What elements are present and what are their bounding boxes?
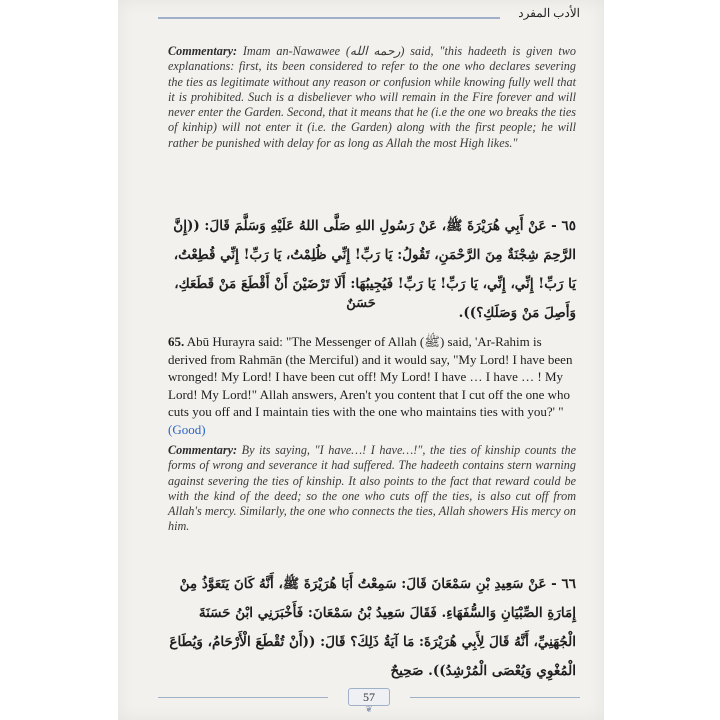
- commentary-quote: "I have…! I have…!": [314, 443, 423, 457]
- hadith-grade: (Good): [168, 421, 206, 437]
- commentary-nawawi: [168, 44, 576, 151]
- hadith-number: 65.: [168, 334, 185, 349]
- commentary-hadith-65: [168, 443, 576, 535]
- ornament-icon: ❦: [365, 704, 373, 714]
- hadith-65-arabic: ٦٥ - عَنْ أَبِي هُرَيْرَةَ ﷺ، عَنْ رَسُولِ اللهِ صَلَّى اللهُ عَلَيْهِ وَسَلَّمَ قَالَ: ((إِنَّ الرَّحِمَ شِجْنَةٌ مِنَ الرَّحْمَنِ، تَقُولُ: يَا رَبِّ! إِنِّي ظُلِمْتُ، يَا رَبِّ! إِنِّي قُطِعْتُ، يَا رَبِّ! إِنِّي، إِنِّي، يَا رَبِّ! يَا رَبِّ! فَيُجِيبُهَا: أَلَا تَرْضَيْنَ أَنْ أَقْطَعَ مَنْ قَطَعَكِ، وَأَصِلَ مَنْ وَصَلَكِ؟)).: [173, 218, 576, 321]
- page-header: [158, 8, 580, 26]
- page-footer: [158, 686, 580, 714]
- footer-rule-right: [410, 697, 580, 698]
- honorific: رحمه الله: [349, 44, 401, 58]
- footer-rule-left: [158, 697, 328, 698]
- commentary-label: Commentary:: [168, 44, 238, 58]
- hadith-65-arabic-grade: حَسَنٌ: [346, 296, 376, 311]
- hadith-translation: Abū Hurayra said: "The Messenger of Allah (ﷺ) said, 'Ar-Rahim is derived from Rahmān (the Merciful) and it would say, "My Lord! I have been wronged! My Lord! I have been cut off! My Lord! I have … I have … ! My Lord! My Lord!" Allah answers, Aren't you content that I cut off the one who cuts you off and I maintain ties with the one who maintains ties with you?' ": [168, 334, 573, 420]
- running-title: الأدب المفرد: [518, 6, 580, 20]
- hadith-66-arabic: ٦٦ - عَنْ سَعِيدِ بْنِ سَمْعَانَ قَالَ: سَمِعْتُ أَبَا هُرَيْرَةَ ﷺ، أَنَّهُ كَانَ يَتَعَوَّذُ مِنْ إِمَارَةِ الصِّبْيَانِ وَالسُّفَهَاءِ. فَقَالَ سَعِيدُ بْنُ سَمْعَانَ: فَأَخْبَرَنِي ابْنُ حَسَنَةَ الْجُهَنِيِّ، أَنَّهُ قَالَ لِأَبِي هُرَيْرَةَ: مَا آيَةُ ذَلِكَ؟ قَالَ: ((أَنْ تُقْطَعَ الْأَرْحَامُ، وَيُطَاعَ الْمُغْوِي وَيُعْصَى الْمُرْشِدُ)). صَحِيحٌ: [169, 576, 576, 679]
- hadith-65-english: [168, 333, 576, 439]
- header-rule: [158, 17, 500, 19]
- page-number: 57: [348, 688, 390, 706]
- commentary-lead: Imam an-Nawawee (: [237, 44, 350, 58]
- commentary-text: ) said, "this hadeeth is given two explanations: first, its been considered to refer to the one who declares severing the ties as legitimate without any reason or confusion while knowing fully well that it is prohibited. Such is a disbeliever who will remain in the Fire forever and will never enter the Garden. Second, that it means that he (i.e the one wo breaks the ties of kinhip) will not enter it (i.e. the Garden) along with the first people; he will rather be punished with delay for as long as Allah the most High likes.": [168, 44, 577, 150]
- commentary-text: , the ties of kinship counts the forms of wrong and severance it had suffered. The hadeeth contains stern warning against severing the ties of kinship. It also points to the fact that reward could be with the kind of the deed; so the one who cuts off the ties, is also cut off from Allah's mercy. Similarly, the one who connects the ties, Allah showers His mercy on him.: [168, 443, 576, 534]
- book-page: [118, 0, 604, 720]
- commentary-lead: By its saying,: [237, 443, 315, 457]
- commentary-label: Commentary:: [168, 443, 238, 457]
